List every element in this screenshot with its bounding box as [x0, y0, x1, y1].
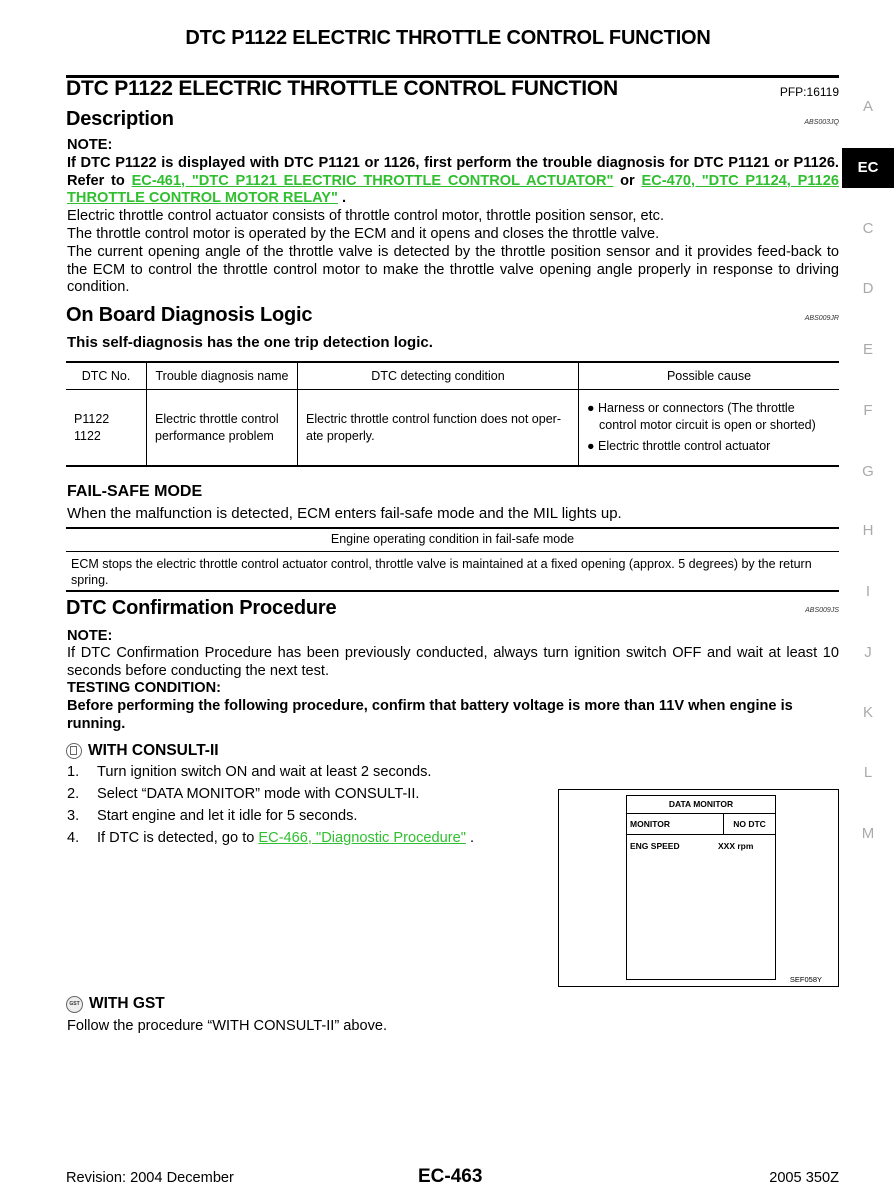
th-diagnosis-name: Trouble diagnosis name — [147, 363, 298, 390]
pfp-code: PFP:16119 — [779, 85, 839, 99]
description-para-3: The current opening angle of the throttle valve is detected by the throttle position sensor and it provides feed-back to the ECM to control the throttle control motor to make the throttle valve opening angle properly in response to driving condition. — [67, 244, 839, 295]
confirmation-heading: DTC Confirmation Procedure — [66, 597, 337, 619]
testing-condition-label: TESTING CONDITION: — [67, 680, 222, 696]
gst-heading: WITH GST — [89, 995, 165, 1012]
obd-code: ABS009JR — [804, 315, 839, 322]
gst-heading-row — [66, 995, 165, 1013]
confirmation-note-label: NOTE: — [67, 628, 113, 644]
tab-i[interactable]: I — [865, 583, 871, 600]
failsafe-table-header: Engine operating condition in fail-safe mode — [330, 532, 575, 546]
step-item: 2. Select “DATA MONITOR” mode with CONSULT-II. — [67, 786, 420, 802]
cell-detecting-condition: Electric throttle control function does not oper-ate properly. — [298, 390, 579, 466]
tab-f[interactable]: F — [863, 402, 873, 419]
testing-condition-text: Before performing the following procedure, confirm that battery voltage is more than 11V when engine is running. — [67, 698, 793, 732]
screen-title: DATA MONITOR — [627, 796, 775, 814]
confirmation-code: ABS009JS — [805, 607, 839, 614]
description-code: ABS003JQ — [804, 119, 839, 126]
obd-heading: On Board Diagnosis Logic — [66, 304, 313, 326]
gst-text: Follow the procedure “WITH CONSULT-II” above. — [67, 1018, 388, 1034]
tab-h[interactable]: H — [862, 522, 874, 539]
tab-d[interactable]: D — [862, 280, 874, 297]
th-dtc-no: DTC No. — [66, 363, 147, 390]
confirmation-note-text: If DTC Confirmation Procedure has been previously conducted, always turn ignition switch OFF and wait at least 10 seconds before conducting the next test. — [67, 645, 839, 679]
obd-subtitle: This self-diagnosis has the one trip detection logic. — [67, 334, 433, 351]
step-item: 3. Start engine and let it idle for 5 seconds. — [67, 808, 358, 824]
tab-j[interactable]: J — [864, 644, 872, 661]
fail-safe-text: When the malfunction is detected, ECM enters fail-safe mode and the MIL lights up. — [67, 505, 622, 522]
th-possible-cause: Possible cause — [579, 363, 840, 390]
screen-header-row — [627, 814, 775, 835]
note-text: If DTC P1122 is displayed with DTC P1121 or 1126, first perform the trouble diagnosis for DTC P1121 or P1126. Refer to — [67, 155, 839, 189]
failsafe-table-divider — [66, 551, 839, 552]
footer-page-number: EC-463 — [418, 1166, 483, 1187]
step-item: 1. Turn ignition switch ON and wait at least 2 seconds. — [67, 764, 432, 780]
failsafe-table-bottom — [66, 590, 839, 592]
tab-l[interactable]: L — [863, 764, 873, 781]
dtc-table-wrap — [66, 363, 839, 466]
cell-dtc-no — [66, 390, 147, 466]
description-heading: Description — [66, 108, 174, 130]
footer-model: 2005 350Z — [769, 1170, 839, 1186]
failsafe-table-top — [66, 527, 839, 529]
table-row — [66, 390, 839, 466]
tab-e[interactable]: E — [862, 341, 873, 358]
tab-m[interactable]: M — [861, 825, 875, 842]
page-title: DTC P1122 ELECTRIC THROTTLE CONTROL FUNCTION — [66, 77, 619, 100]
description-note-label: NOTE: — [67, 137, 113, 153]
dtc-table — [66, 363, 839, 466]
cause-item: ● Harness or connectors (The throttle control motor circuit is open or shorted) — [587, 401, 816, 433]
link-ec-466[interactable]: EC-466, "Diagnostic Procedure" — [258, 830, 466, 846]
description-para-2: The throttle control motor is operated by the ECM and it opens and closes the throttle valve. — [67, 226, 660, 242]
step-item: 4. If DTC is detected, go to EC-466, "Diagnostic Procedure" . — [67, 830, 475, 846]
th-detecting-condition: DTC detecting condition — [298, 363, 579, 390]
cell-diagnosis-name: Electric throttle control performance problem — [147, 390, 298, 466]
cause-item: ● Electric throttle control actuator — [587, 439, 771, 454]
dtc-table-header — [66, 363, 839, 390]
figure-code: SEF058Y — [789, 975, 822, 984]
screen-data-row — [627, 835, 775, 857]
screen-row-value: XXX rpm — [718, 841, 754, 851]
table-bottom-rule — [66, 465, 839, 467]
tab-a[interactable]: A — [862, 98, 873, 115]
tab-c[interactable]: C — [862, 220, 874, 237]
consult-heading: WITH CONSULT-II — [88, 742, 219, 759]
tab-ec-active[interactable]: EC — [842, 148, 894, 188]
tab-k[interactable]: K — [862, 704, 873, 721]
description-para-1: Electric throttle control actuator consists of throttle control motor, throttle position sensor, etc. — [67, 208, 664, 224]
link-ec-461[interactable]: EC-461, "DTC P1121 ELECTRIC THROTTLE CONTROL ACTUATOR" — [131, 172, 614, 189]
screen-row-label: ENG SPEED — [630, 841, 680, 851]
fail-safe-heading: FAIL-SAFE MODE — [67, 483, 203, 500]
running-header: DTC P1122 ELECTRIC THROTTLE CONTROL FUNCTION — [185, 27, 711, 49]
note-end: . — [337, 190, 347, 206]
footer-revision: Revision: 2004 December — [66, 1170, 234, 1186]
consult-icon — [66, 743, 82, 759]
consult-steps — [67, 761, 474, 849]
data-monitor-screen — [626, 795, 776, 980]
data-monitor-figure — [558, 789, 839, 987]
failsafe-table-text: ECM stops the electric throttle control actuator control, throttle valve is maintained at a fixed opening (approx. 5 degrees) by the return spring. — [71, 557, 812, 587]
gst-icon: GST — [66, 996, 83, 1013]
consult-heading-row — [66, 742, 219, 760]
screen-monitor-label: MONITOR — [627, 814, 724, 834]
note-or: or — [613, 172, 642, 189]
screen-status: NO DTC — [733, 819, 766, 829]
dtc-code-short: 1122 — [74, 428, 101, 443]
cell-possible-cause — [579, 390, 840, 466]
description-note — [67, 155, 839, 208]
dtc-code: P1122 — [74, 411, 110, 426]
link-ec-470[interactable]: EC-470, "DTC P1124, P1126 THROTTLE CONTROL MOTOR RELAY" — [67, 172, 839, 206]
tab-g[interactable]: G — [862, 463, 874, 480]
